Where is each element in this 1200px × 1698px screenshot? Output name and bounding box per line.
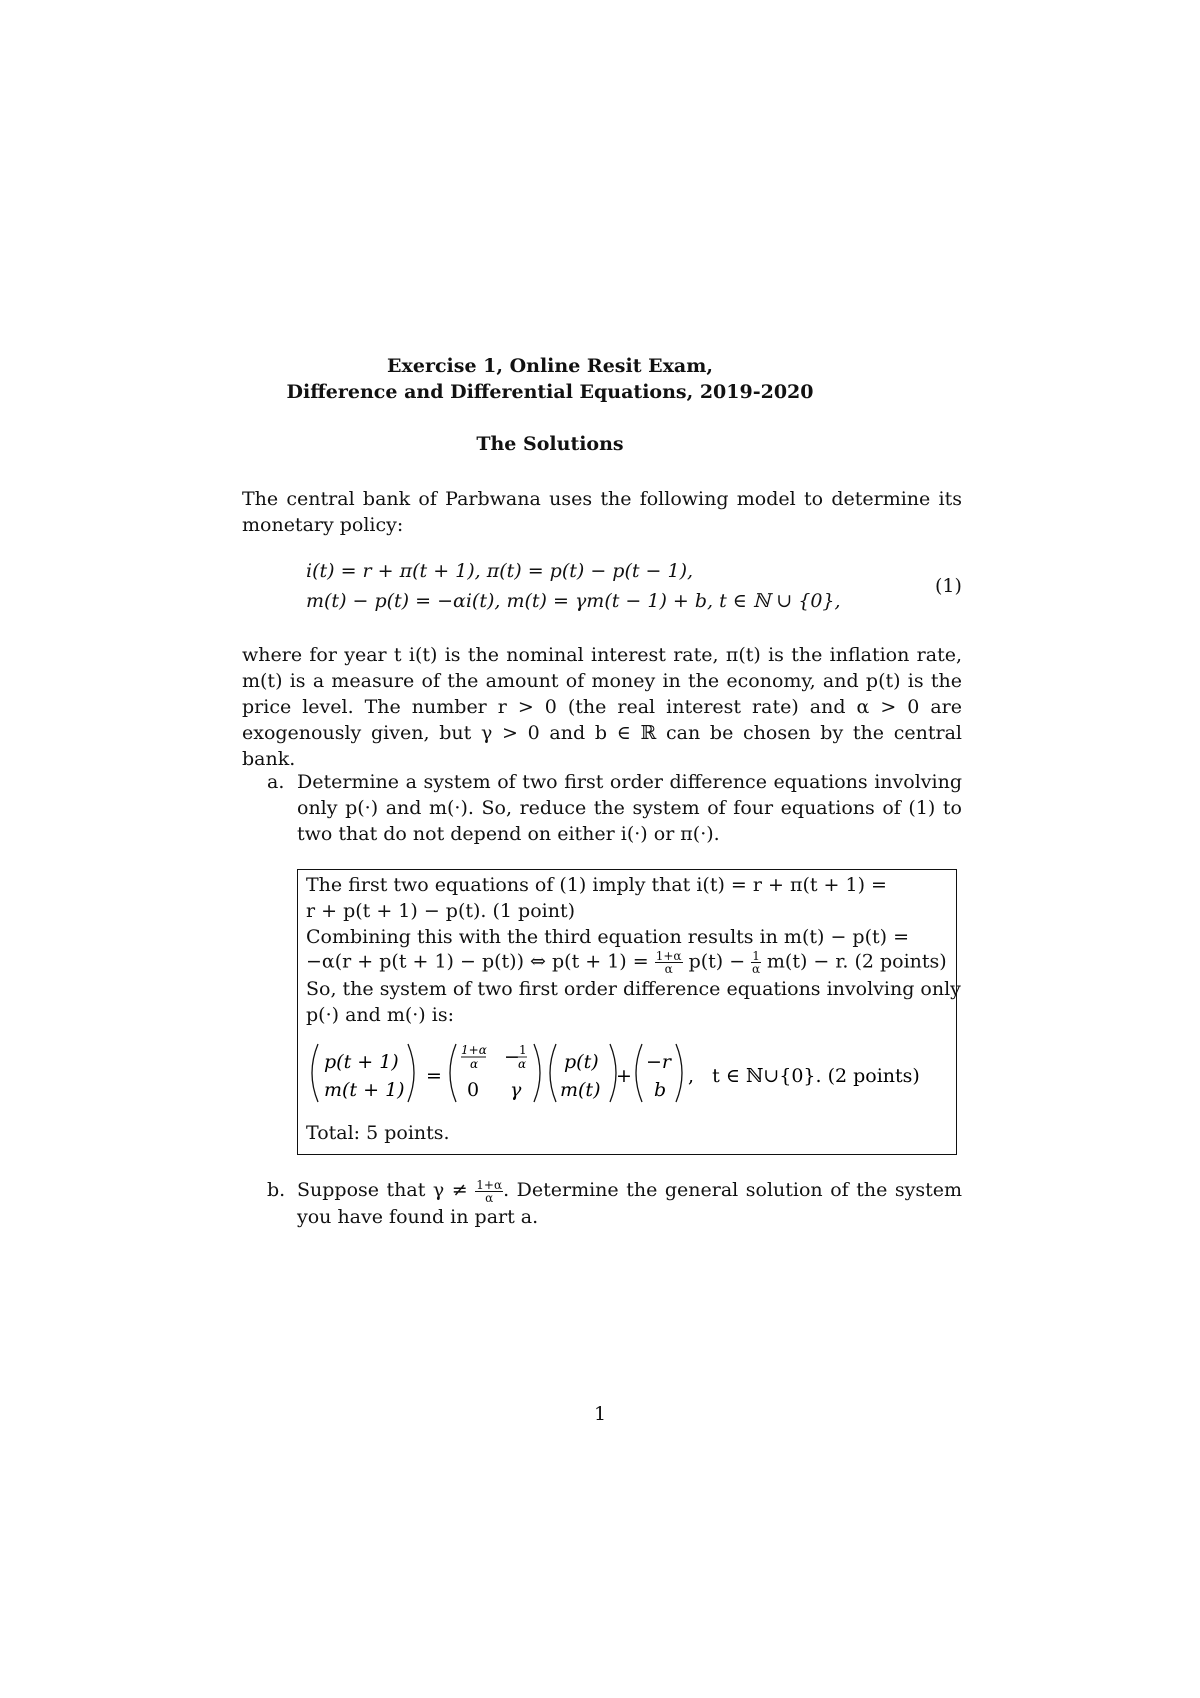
title-line-1: Exercise 1, Online Resit Exam, (387, 355, 713, 377)
a22: γ (510, 1079, 522, 1101)
lhs-bottom: m(t + 1) (324, 1079, 405, 1101)
equals-sign: = (426, 1065, 442, 1087)
frac-numerator: 1+α (655, 949, 682, 963)
part-b-question (242, 1177, 962, 1230)
paren-left (550, 1044, 556, 1102)
equation-number: (1) (935, 575, 962, 597)
a11-denominator: α (470, 1057, 479, 1071)
frac-denominator: α (664, 962, 673, 976)
matrix-system-equation (304, 1040, 954, 1110)
title-line-2: Difference and Differential Equations, 2019-2020 (286, 381, 814, 403)
part-b-text-start: Suppose that γ ≠ (297, 1179, 468, 1201)
part-a-label: a. (267, 771, 285, 793)
solution-line-5: So, the system of two first order difference equations involving only (306, 978, 961, 1000)
solution-line-4-part-a: −α(r + p(t + 1) − p(t)) ⇔ p(t + 1) = (306, 950, 649, 973)
x-top: p(t) (564, 1051, 599, 1073)
definitions-paragraph: where for year t i(t) is the nominal interest rate, π(t) is the inflation rate, m(t) is a measure of the amount of money in the economy, and p(t) is the price level. The number r > 0 (the real interest rate) and α > 0 are exogenously given, but γ > 0 and b ∈ ℝ can be chosen by the central bank. (242, 644, 962, 770)
a21: 0 (467, 1079, 480, 1101)
solution-line-6: p(·) and m(·) is: (306, 1004, 454, 1026)
paren-left (312, 1044, 318, 1102)
solution-line-4-part-b: p(t) − (688, 950, 746, 973)
solution-total: Total: 5 points. (306, 1122, 450, 1144)
paren-right (408, 1044, 414, 1102)
fraction-1-plus-alpha-over-alpha (655, 950, 683, 975)
c-top: −r (646, 1051, 672, 1073)
solution-line-3: Combining this with the third equation results in m(t) − p(t) = (306, 926, 909, 948)
intro-paragraph: The central bank of Parbwana uses the following model to determine its monetary policy: (242, 488, 962, 536)
c-bottom: b (654, 1079, 667, 1101)
solution-line-4-part-c: m(t) − r. (2 points) (766, 950, 947, 973)
part-b-text (297, 1177, 962, 1230)
x-bottom: m(t) (560, 1079, 601, 1101)
page-number: 1 (593, 1403, 607, 1425)
plus-sign: + (616, 1065, 632, 1087)
fraction-1-over-alpha (751, 950, 761, 975)
solution-line-4 (306, 950, 947, 975)
frac-numerator: 1 (752, 949, 760, 963)
part-b-text-end: . Determine the general solution of the system you have found in part a. (297, 1179, 962, 1228)
minus-sign: − (504, 1046, 520, 1068)
model-equation-line-1: i(t) = r + π(t + 1), π(t) = p(t) − p(t − 1), (306, 560, 694, 582)
fraction-1-plus-alpha-over-alpha (475, 1179, 503, 1204)
model-equation-line-2: m(t) − p(t) = −αi(t), m(t) = γm(t − 1) + b, t ∈ ℕ ∪ {0}, (306, 590, 841, 612)
part-a-text: Determine a system of two first order difference equations involving only p(·) and m(·). So, reduce the system of four equations of (1) to two that do not depend on either i(·) or π(·). (297, 771, 962, 845)
a12-denominator: α (518, 1057, 527, 1071)
frac-denominator: α (485, 1190, 494, 1205)
solution-box (297, 869, 961, 1155)
solution-line-2: r + p(t + 1) − p(t). (1 point) (306, 900, 575, 922)
a12-numerator: 1 (519, 1043, 527, 1057)
matrix-tail: , t ∈ ℕ∪{0}. (2 points) (688, 1065, 920, 1087)
part-b-label: b. (267, 1179, 286, 1201)
paren-right (676, 1044, 682, 1102)
frac-numerator: 1+α (476, 1177, 503, 1192)
subtitle: The Solutions (476, 433, 624, 455)
a11-numerator: 1+α (461, 1043, 487, 1057)
paren-right (534, 1044, 540, 1102)
solution-line-1: The first two equations of (1) imply that i(t) = r + π(t + 1) = (306, 874, 887, 896)
frac-denominator: α (751, 962, 761, 976)
paren-left (636, 1044, 642, 1102)
part-a-question (242, 769, 962, 847)
lhs-top: p(t + 1) (324, 1051, 399, 1073)
paren-left (450, 1044, 456, 1102)
